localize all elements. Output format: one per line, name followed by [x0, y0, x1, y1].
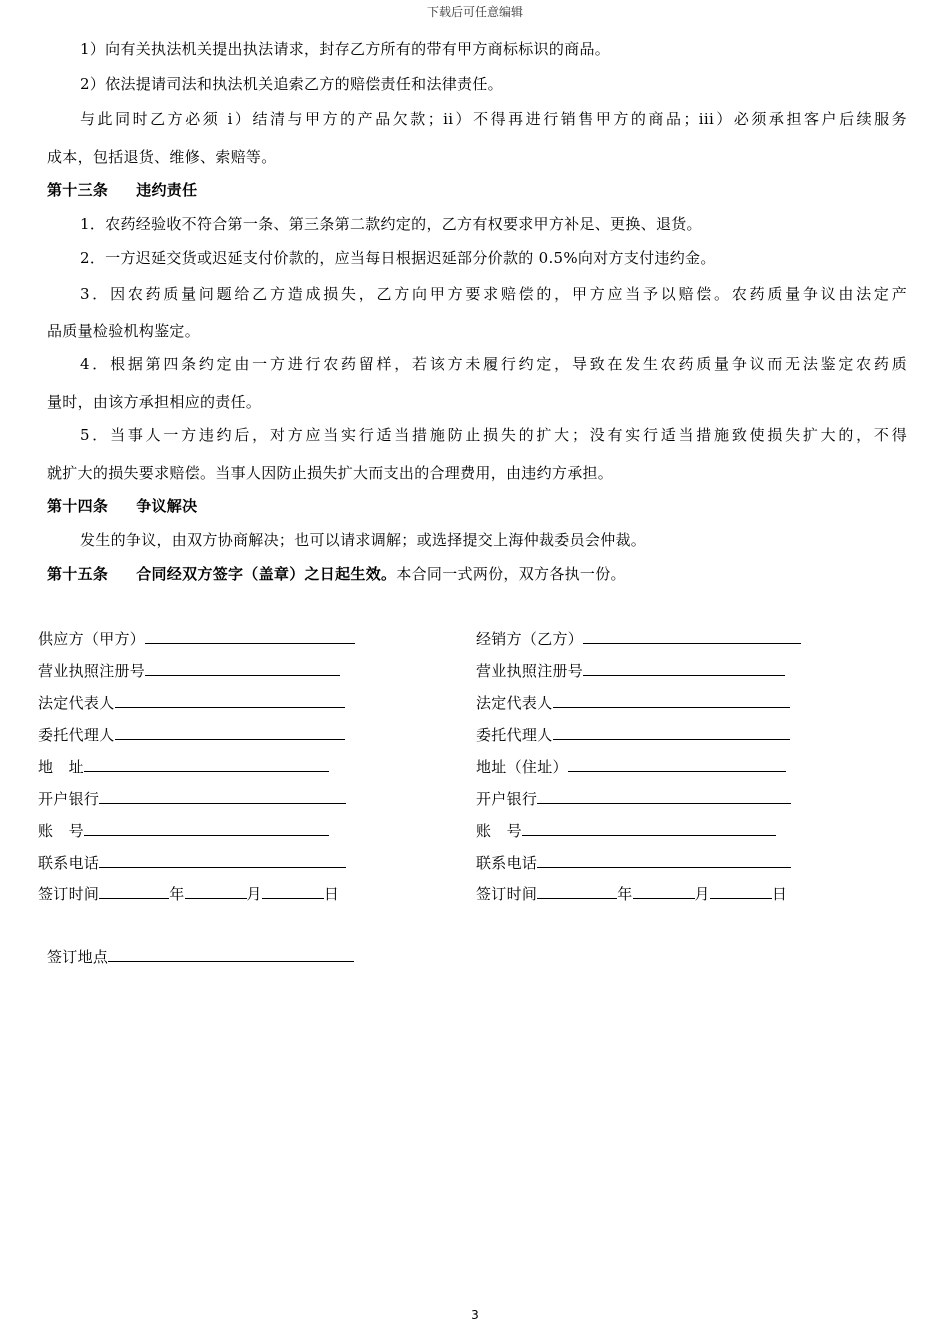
distributor-account-field — [476, 820, 776, 841]
article-15-copies: 本合同一式两份，双方各执一份。 — [396, 565, 626, 583]
article-13-item-5-line-2: 就扩大的损失要求赔偿。当事人因防止损失扩大而支出的合理费用，由违约方承担。 — [47, 464, 614, 482]
supplier-month-label: 月 — [246, 885, 262, 903]
supplier-address-field — [38, 756, 329, 777]
distributor-agent-blank — [553, 725, 790, 740]
article-13-item-5-line-1: 5．当事人一方违约后，对方应当实行适当措施防止损失的扩大；没有实行适当措施致使损失扩大的，不得 — [80, 426, 907, 444]
supplier-phone-field — [38, 852, 346, 873]
supplier-day-blank — [262, 884, 324, 899]
article-13-item-1: 1．农药经验收不符合第一条、第三条第二款约定的，乙方有权要求甲方补足、更换、退货。 — [80, 215, 702, 233]
supplier-legal-rep-field — [38, 692, 345, 713]
supplier-month-blank — [185, 884, 247, 899]
distributor-legal-rep-blank — [553, 693, 790, 708]
supplier-party-field — [38, 628, 355, 649]
distributor-party-label: 经销方（乙方） — [476, 630, 584, 648]
distributor-legal-rep-field — [476, 692, 790, 713]
distributor-bank-blank — [537, 789, 791, 804]
article-14-number: 第十四条 — [47, 497, 109, 515]
article-13-item-4-line-2: 量时，由该方承担相应的责任。 — [47, 393, 262, 411]
distributor-agent-field — [476, 724, 790, 745]
supplier-bank-blank — [99, 789, 346, 804]
article-15-effect: 合同经双方签字（盖章）之日起生效。 — [136, 565, 397, 583]
distributor-license-field — [476, 660, 785, 681]
distributor-license-blank — [583, 661, 785, 676]
clause-item-1: 1）向有关执法机关提出执法请求，封存乙方所有的带有甲方商标标识的商品。 — [80, 40, 611, 58]
supplier-legal-rep-label: 法定代表人 — [38, 694, 115, 712]
obligation-line-2: 成本，包括退货、维修、索赔等。 — [47, 148, 277, 166]
article-13-item-3-line-1: 3．因农药质量问题给乙方造成损失，乙方向甲方要求赔偿的，甲方应当予以赔偿。农药质量争议由法定产 — [80, 285, 907, 303]
supplier-agent-label: 委托代理人 — [38, 726, 115, 744]
supplier-address-label: 地 址 — [38, 758, 84, 776]
article-13-item-4-line-1: 4．根据第四条约定由一方进行农药留样，若该方未履行约定，导致在发生农药质量争议而无法鉴定农药质 — [80, 355, 907, 373]
article-13-number: 第十三条 — [47, 181, 109, 199]
distributor-legal-rep-label: 法定代表人 — [476, 694, 553, 712]
supplier-bank-field — [38, 788, 346, 809]
distributor-year-label: 年 — [617, 885, 633, 903]
supplier-phone-blank — [99, 853, 346, 868]
supplier-agent-field — [38, 724, 345, 745]
supplier-address-blank — [84, 757, 329, 772]
page-number: 3 — [471, 1308, 479, 1322]
distributor-bank-field — [476, 788, 791, 809]
supplier-day-label: 日 — [323, 885, 340, 903]
supplier-bank-label: 开户银行 — [38, 790, 100, 808]
distributor-party-blank — [583, 629, 801, 644]
article-13-item-3-line-2: 品质量检验机构鉴定。 — [47, 322, 201, 340]
supplier-year-label: 年 — [169, 885, 185, 903]
supplier-party-label: 供应方（甲方） — [38, 630, 146, 648]
obligation-line-1: 与此同时乙方必须 i）结清与甲方的产品欠款；ii）不得再进行销售甲方的商品；iii）必须承担客户后续服务 — [80, 110, 907, 128]
distributor-party-field — [476, 628, 801, 649]
signing-place-field — [47, 946, 354, 967]
distributor-phone-label: 联系电话 — [476, 854, 538, 872]
signing-place-label: 签订地点 — [47, 948, 109, 966]
supplier-account-field — [38, 820, 329, 841]
distributor-phone-blank — [537, 853, 791, 868]
distributor-account-label: 账 号 — [476, 822, 522, 840]
clause-item-2: 2）依法提请司法和执法机关追索乙方的赔偿责任和法律责任。 — [80, 75, 503, 93]
article-15-number: 第十五条 — [47, 565, 109, 583]
supplier-phone-label: 联系电话 — [38, 854, 100, 872]
supplier-year-blank — [99, 884, 169, 899]
article-13-title: 违约责任 — [136, 181, 198, 199]
distributor-date-label: 签订时间 — [476, 885, 538, 903]
distributor-day-label: 日 — [771, 885, 788, 903]
article-14-title: 争议解决 — [136, 497, 198, 515]
article-15-line — [47, 563, 907, 584]
distributor-month-blank — [633, 884, 695, 899]
article-14-heading — [47, 495, 907, 516]
supplier-date-label: 签订时间 — [38, 885, 100, 903]
distributor-year-blank — [537, 884, 617, 899]
supplier-account-blank — [84, 821, 329, 836]
supplier-license-label: 营业执照注册号 — [38, 662, 146, 680]
article-13-heading — [47, 179, 907, 200]
supplier-date-field — [38, 883, 339, 904]
signing-place-blank — [108, 947, 354, 962]
distributor-address-field — [476, 756, 786, 777]
distributor-account-blank — [522, 821, 776, 836]
supplier-account-label: 账 号 — [38, 822, 84, 840]
distributor-date-field — [476, 883, 787, 904]
distributor-license-label: 营业执照注册号 — [476, 662, 584, 680]
distributor-phone-field — [476, 852, 791, 873]
distributor-day-blank — [710, 884, 772, 899]
supplier-license-blank — [145, 661, 340, 676]
page-header: 下载后可任意编辑 — [426, 5, 523, 19]
supplier-license-field — [38, 660, 340, 681]
supplier-legal-rep-blank — [115, 693, 345, 708]
distributor-month-label: 月 — [694, 885, 710, 903]
distributor-address-blank — [568, 757, 786, 772]
supplier-agent-blank — [115, 725, 345, 740]
distributor-agent-label: 委托代理人 — [476, 726, 553, 744]
distributor-bank-label: 开户银行 — [476, 790, 538, 808]
supplier-party-blank — [145, 629, 355, 644]
article-13-item-2: 2．一方迟延交货或迟延支付价款的，应当每日根据迟延部分价款的 0.5%向对方支付违约金。 — [80, 249, 716, 267]
distributor-address-label: 地址（住址） — [476, 758, 568, 776]
article-14-text: 发生的争议，由双方协商解决；也可以请求调解；或选择提交上海仲裁委员会仲裁。 — [80, 531, 647, 549]
